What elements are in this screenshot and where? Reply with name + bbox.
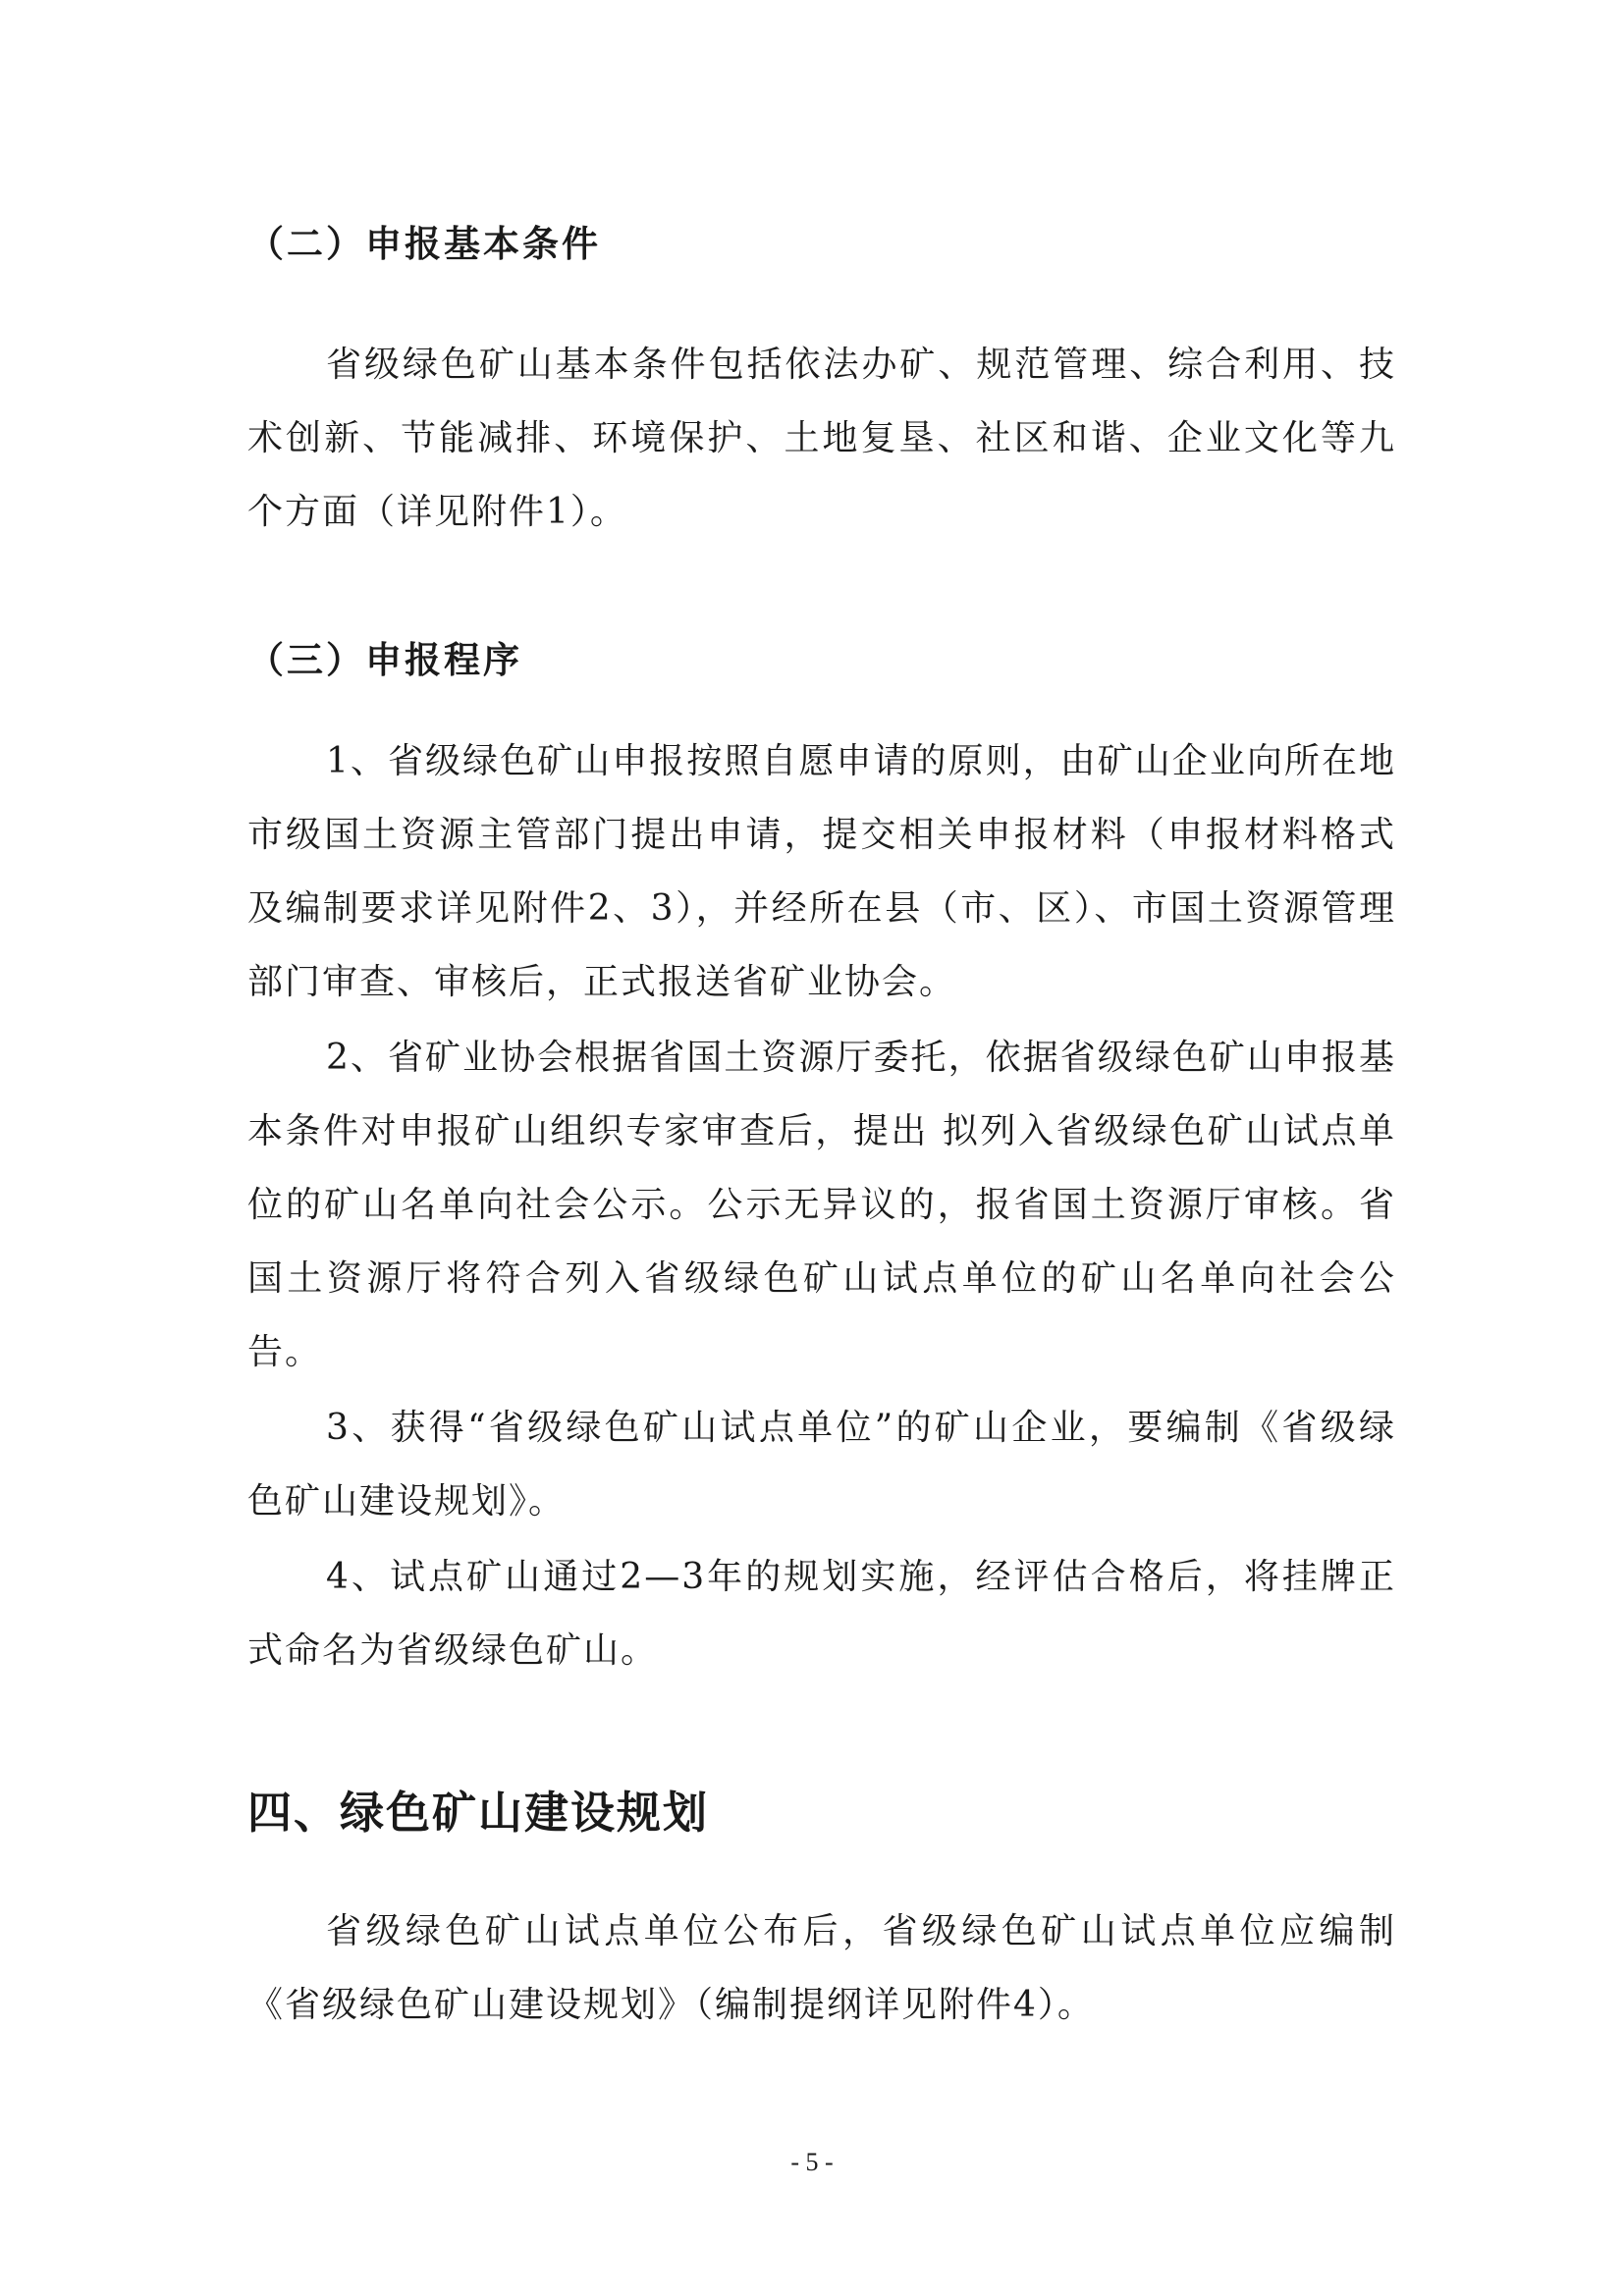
paragraph-procedure-step-3: 3、获得“省级绿色矿山试点单位”的矿山企业，要编制《省级绿色矿山建设规划》。 [247,1408,1396,1522]
paragraph-procedure-step-2: 2、省矿业协会根据省国土资源厅委托，依据省级绿色矿山申报基本条件对申报矿山组织专家审查后，提出 拟列入省级绿色矿山试点单位的矿山名单向社会公示。公示无异议的，报省国土资源厅审核。省国土资源厅将符合列入省级绿色矿山试点单位的矿山名单向社会公告。 [247,1038,1396,1372]
subsection-heading-basic-conditions: （二）申报基本条件 [247,222,601,265]
section-heading-planning: 四、绿色矿山建设规划 [247,1787,710,1839]
paragraph-planning: 省级绿色矿山试点单位公布后，省级绿色矿山试点单位应编制《省级绿色矿山建设规划》（编制提纲详见附件4）。 [247,1911,1396,2025]
paragraph-procedure-step-1: 1、省级绿色矿山申报按照自愿申请的原则，由矿山企业向所在地市级国土资源主管部门提出申请，提交相关申报材料（申报材料格式及编制要求详见附件2、3），并经所在县（市、区）、市国土资源管理部门审查、审核后，正式报送省矿业协会。 [247,741,1396,1002]
paragraph-basic-conditions: 省级绿色矿山基本条件包括依法办矿、规范管理、综合利用、技术创新、节能减排、环境保护、土地复垦、社区和谐、企业文化等九个方面（详见附件1）。 [247,345,1396,532]
subsection-heading-procedure: （三）申报程序 [247,638,522,681]
paragraph-procedure-step-4: 4、试点矿山通过2—3年的规划实施，经评估合格后，将挂牌正式命名为省级绿色矿山。 [247,1557,1396,1671]
page-number: - 5 - [790,2148,834,2176]
